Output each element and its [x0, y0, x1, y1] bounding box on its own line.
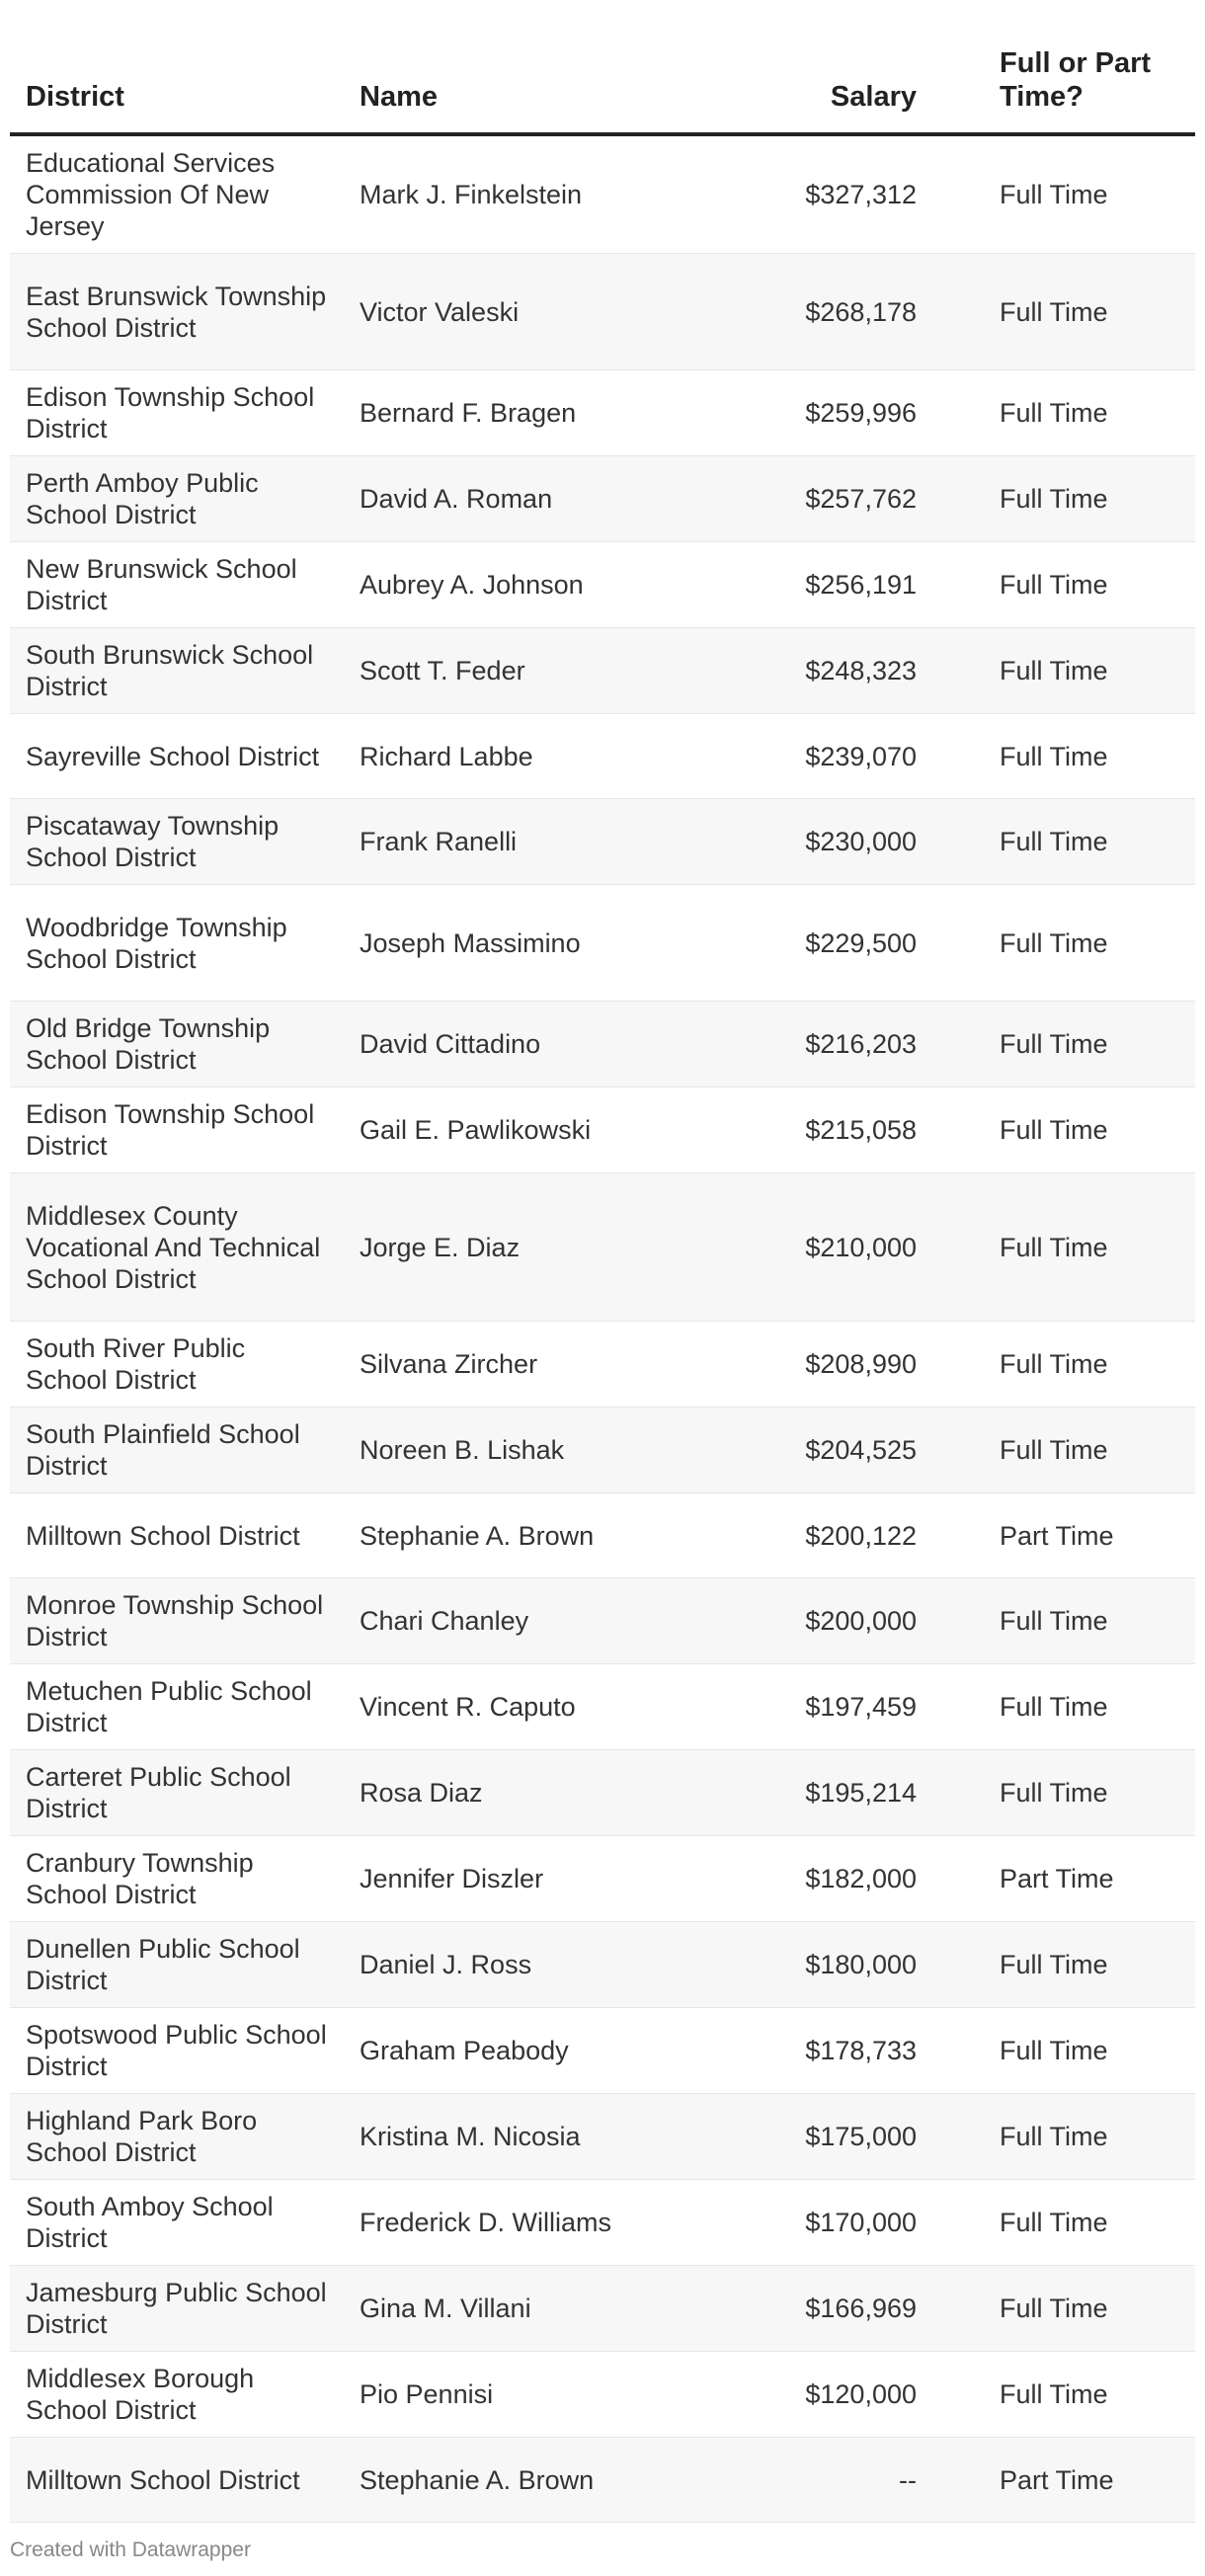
cell-time: Full Time — [954, 1664, 1195, 1750]
cell-salary: $195,214 — [749, 1750, 954, 1836]
cell-district: New Brunswick School District — [10, 542, 344, 628]
cell-time: Part Time — [954, 1493, 1195, 1578]
cell-name: David A. Roman — [344, 456, 749, 542]
cell-district: Edison Township School District — [10, 1087, 344, 1173]
cell-salary: $175,000 — [749, 2094, 954, 2180]
table-row — [10, 2438, 1195, 2523]
cell-time: Full Time — [954, 2008, 1195, 2094]
cell-name: Aubrey A. Johnson — [344, 542, 749, 628]
cell-salary: $259,996 — [749, 370, 954, 456]
cell-district: Middlesex Borough School District — [10, 2352, 344, 2438]
cell-salary: $257,762 — [749, 456, 954, 542]
cell-time: Full Time — [954, 1578, 1195, 1664]
header-district[interactable]: District — [10, 0, 344, 134]
table-row — [10, 1322, 1195, 1408]
cell-district: Cranbury Township School District — [10, 1836, 344, 1922]
cell-district: Educational Services Commission Of New Jersey — [10, 134, 344, 254]
header-row — [10, 0, 1195, 134]
table-row — [10, 254, 1195, 370]
salary-table — [10, 0, 1195, 2523]
cell-name: Rosa Diaz — [344, 1750, 749, 1836]
cell-time: Full Time — [954, 1322, 1195, 1408]
table-row — [10, 542, 1195, 628]
cell-time: Full Time — [954, 1922, 1195, 2008]
cell-name: Vincent R. Caputo — [344, 1664, 749, 1750]
cell-salary: $166,969 — [749, 2266, 954, 2352]
cell-time: Full Time — [954, 1750, 1195, 1836]
cell-name: Stephanie A. Brown — [344, 1493, 749, 1578]
cell-time: Full Time — [954, 714, 1195, 799]
cell-time: Part Time — [954, 2438, 1195, 2523]
cell-salary: $182,000 — [749, 1836, 954, 1922]
header-salary[interactable]: Salary — [749, 0, 954, 134]
cell-salary: $215,058 — [749, 1087, 954, 1173]
cell-time: Full Time — [954, 542, 1195, 628]
cell-name: Chari Chanley — [344, 1578, 749, 1664]
table-row — [10, 1493, 1195, 1578]
cell-district: Piscataway Township School District — [10, 799, 344, 885]
cell-time: Full Time — [954, 370, 1195, 456]
cell-district: Sayreville School District — [10, 714, 344, 799]
table-row — [10, 1173, 1195, 1322]
table-row — [10, 2266, 1195, 2352]
cell-salary: $200,000 — [749, 1578, 954, 1664]
cell-name: Victor Valeski — [344, 254, 749, 370]
cell-name: Gina M. Villani — [344, 2266, 749, 2352]
table-row — [10, 1408, 1195, 1493]
table-row — [10, 1002, 1195, 1087]
table-row — [10, 1922, 1195, 2008]
cell-time: Full Time — [954, 1002, 1195, 1087]
salary-table-container — [10, 0, 1195, 2523]
cell-name: Stephanie A. Brown — [344, 2438, 749, 2523]
cell-district: Milltown School District — [10, 2438, 344, 2523]
cell-district: Jamesburg Public School District — [10, 2266, 344, 2352]
table-row — [10, 1750, 1195, 1836]
cell-district: Carteret Public School District — [10, 1750, 344, 1836]
cell-district: South Plainfield School District — [10, 1408, 344, 1493]
cell-salary: $229,500 — [749, 885, 954, 1002]
table-row — [10, 2094, 1195, 2180]
cell-district: Middlesex County Vocational And Technical School District — [10, 1173, 344, 1322]
cell-salary: $239,070 — [749, 714, 954, 799]
cell-time: Full Time — [954, 2180, 1195, 2266]
cell-name: Daniel J. Ross — [344, 1922, 749, 2008]
cell-salary: $230,000 — [749, 799, 954, 885]
cell-salary: $216,203 — [749, 1002, 954, 1087]
cell-name: Jorge E. Diaz — [344, 1173, 749, 1322]
cell-district: Milltown School District — [10, 1493, 344, 1578]
cell-name: Scott T. Feder — [344, 628, 749, 714]
table-row — [10, 370, 1195, 456]
table-row — [10, 456, 1195, 542]
cell-time: Full Time — [954, 628, 1195, 714]
cell-name: Gail E. Pawlikowski — [344, 1087, 749, 1173]
table-row — [10, 134, 1195, 254]
cell-time: Full Time — [954, 1408, 1195, 1493]
cell-salary: $170,000 — [749, 2180, 954, 2266]
cell-name: Joseph Massimino — [344, 885, 749, 1002]
cell-name: Noreen B. Lishak — [344, 1408, 749, 1493]
table-row — [10, 1087, 1195, 1173]
cell-name: Richard Labbe — [344, 714, 749, 799]
cell-name: Frank Ranelli — [344, 799, 749, 885]
table-body — [10, 134, 1195, 2523]
cell-district: South Brunswick School District — [10, 628, 344, 714]
cell-name: Kristina M. Nicosia — [344, 2094, 749, 2180]
cell-salary: $204,525 — [749, 1408, 954, 1493]
cell-district: Old Bridge Township School District — [10, 1002, 344, 1087]
cell-salary: $200,122 — [749, 1493, 954, 1578]
cell-salary: -- — [749, 2438, 954, 2523]
header-name[interactable]: Name — [344, 0, 749, 134]
cell-time: Full Time — [954, 885, 1195, 1002]
cell-name: Pio Pennisi — [344, 2352, 749, 2438]
cell-time: Full Time — [954, 2352, 1195, 2438]
datawrapper-credit: Created with Datawrapper — [10, 2538, 251, 2561]
cell-district: Monroe Township School District — [10, 1578, 344, 1664]
cell-time: Full Time — [954, 2094, 1195, 2180]
cell-time: Full Time — [954, 254, 1195, 370]
cell-salary: $120,000 — [749, 2352, 954, 2438]
table-row — [10, 1664, 1195, 1750]
table-row — [10, 2352, 1195, 2438]
table-row — [10, 714, 1195, 799]
cell-time: Part Time — [954, 1836, 1195, 1922]
cell-name: Mark J. Finkelstein — [344, 134, 749, 254]
table-header — [10, 0, 1195, 134]
table-row — [10, 628, 1195, 714]
cell-time: Full Time — [954, 2266, 1195, 2352]
header-time[interactable]: Full or Part Time? — [954, 0, 1195, 134]
cell-salary: $268,178 — [749, 254, 954, 370]
cell-salary: $327,312 — [749, 134, 954, 254]
table-row — [10, 1578, 1195, 1664]
cell-salary: $208,990 — [749, 1322, 954, 1408]
cell-name: Frederick D. Williams — [344, 2180, 749, 2266]
cell-time: Full Time — [954, 1087, 1195, 1173]
table-row — [10, 885, 1195, 1002]
cell-district: Dunellen Public School District — [10, 1922, 344, 2008]
cell-district: East Brunswick Township School District — [10, 254, 344, 370]
table-row — [10, 2008, 1195, 2094]
cell-district: Perth Amboy Public School District — [10, 456, 344, 542]
cell-name: Bernard F. Bragen — [344, 370, 749, 456]
cell-name: Graham Peabody — [344, 2008, 749, 2094]
cell-district: South River Public School District — [10, 1322, 344, 1408]
cell-salary: $178,733 — [749, 2008, 954, 2094]
cell-district: South Amboy School District — [10, 2180, 344, 2266]
cell-district: Highland Park Boro School District — [10, 2094, 344, 2180]
cell-district: Metuchen Public School District — [10, 1664, 344, 1750]
cell-salary: $248,323 — [749, 628, 954, 714]
cell-time: Full Time — [954, 799, 1195, 885]
cell-time: Full Time — [954, 456, 1195, 542]
table-row — [10, 2180, 1195, 2266]
cell-salary: $256,191 — [749, 542, 954, 628]
cell-time: Full Time — [954, 1173, 1195, 1322]
cell-district: Woodbridge Township School District — [10, 885, 344, 1002]
cell-name: David Cittadino — [344, 1002, 749, 1087]
table-row — [10, 1836, 1195, 1922]
cell-salary: $180,000 — [749, 1922, 954, 2008]
cell-name: Jennifer Diszler — [344, 1836, 749, 1922]
cell-salary: $210,000 — [749, 1173, 954, 1322]
cell-time: Full Time — [954, 134, 1195, 254]
cell-salary: $197,459 — [749, 1664, 954, 1750]
cell-name: Silvana Zircher — [344, 1322, 749, 1408]
cell-district: Edison Township School District — [10, 370, 344, 456]
table-row — [10, 799, 1195, 885]
cell-district: Spotswood Public School District — [10, 2008, 344, 2094]
